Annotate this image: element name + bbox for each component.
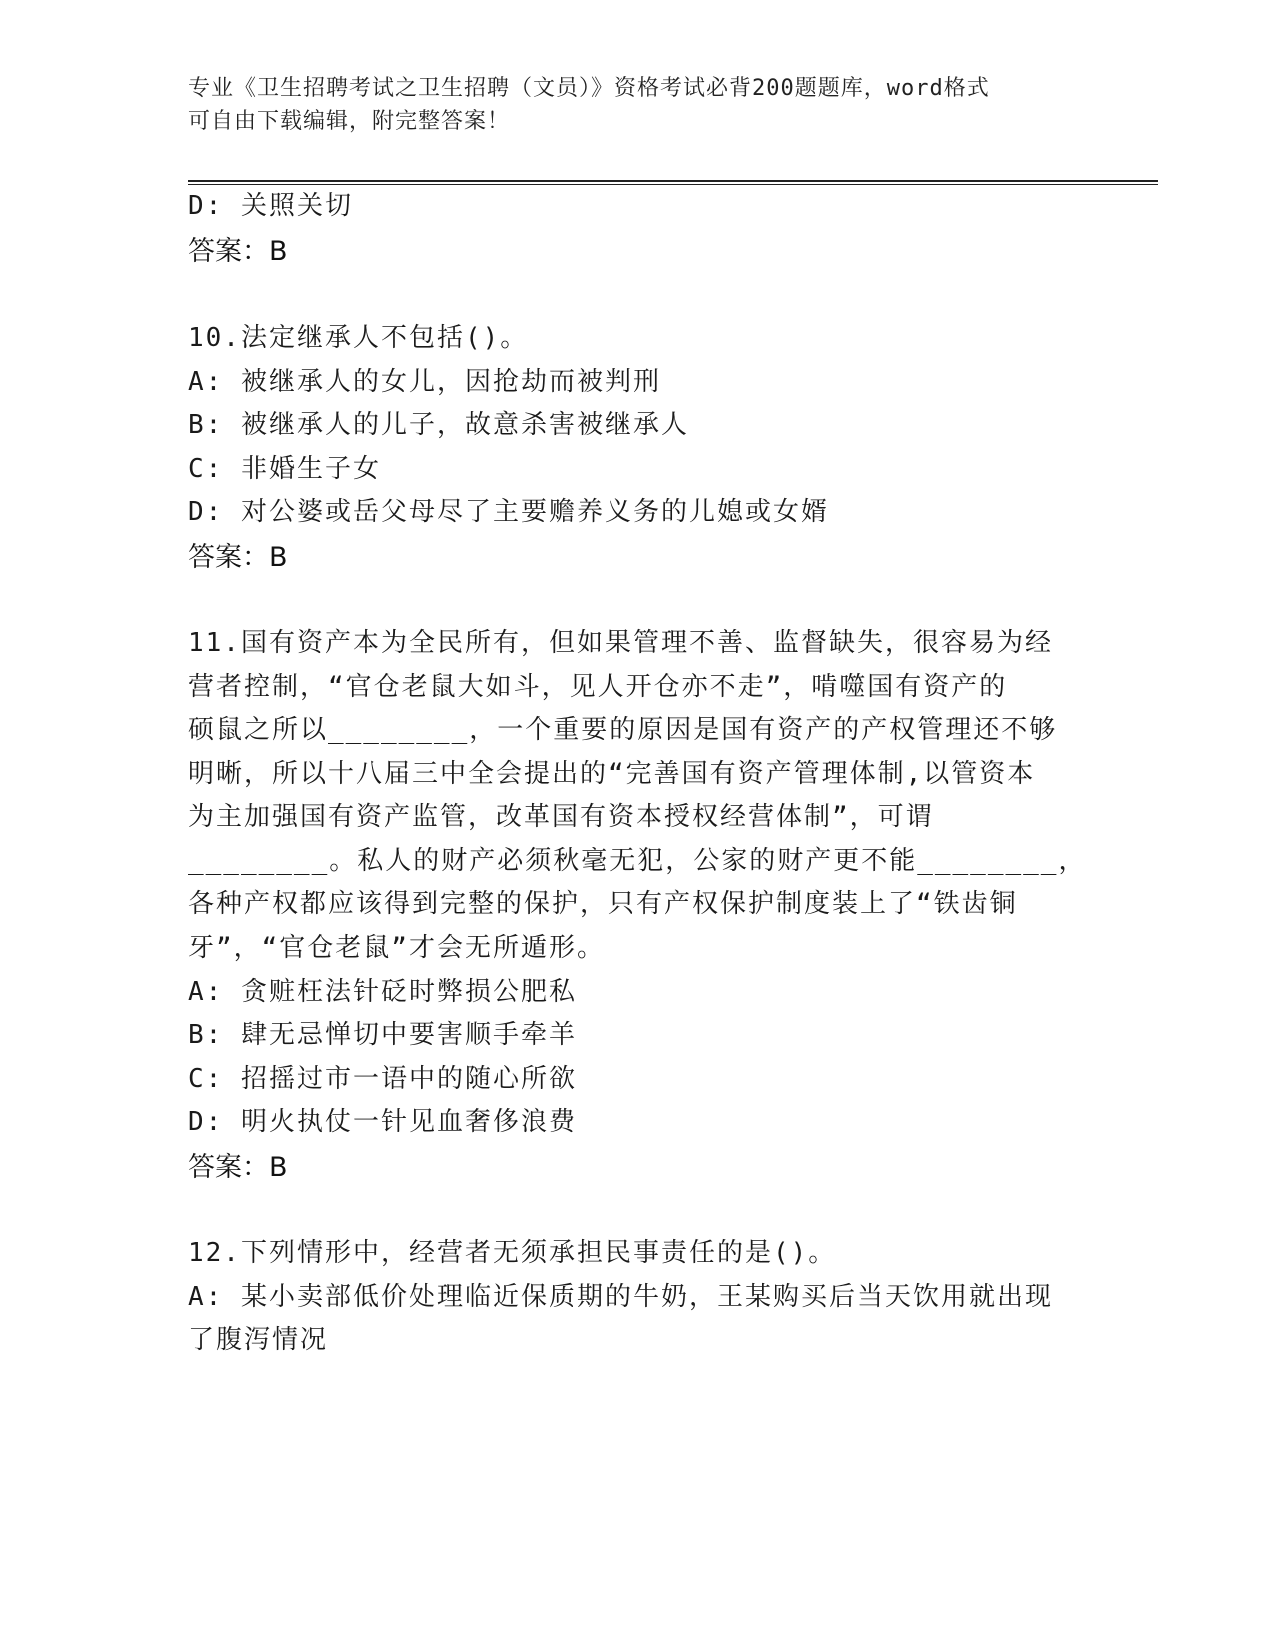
q9-option-d: D: 关照关切 — [188, 191, 353, 221]
q11-stem-line-8: 牙”，“官仓老鼠”才会无所遁形。 — [188, 933, 605, 963]
q10-answer: 答案：B — [188, 542, 288, 573]
header-line-2: 可自由下载编辑，附完整答案！ — [188, 109, 511, 134]
q11-option-d: D: 明火执仗一针见血奢侈浪费 — [188, 1107, 577, 1137]
q10-stem: 10.法定继承人不包括()。 — [188, 323, 529, 353]
q11-stem-line-3: 硕鼠之所以________，一个重要的原因是国有资产的产权管理还不够 — [188, 715, 1058, 745]
q11-stem-line-4: 明晰，所以十八届三中全会提出的“完善国有资产管理体制,以管资本 — [188, 759, 1036, 789]
q11-stem-line-7: 各种产权都应该得到完整的保护，只有产权保护制度装上了“铁齿铜 — [188, 889, 1018, 919]
header-line-1: 专业《卫生招聘考试之卫生招聘（文员）》资格考试必背200题题库，word格式 — [188, 76, 990, 101]
q12-stem: 12.下列情形中，经营者无须承担民事责任的是()。 — [188, 1238, 837, 1268]
q12-option-a-line-1: A: 某小卖部低价处理临近保质期的牛奶，王某购买后当天饮用就出现 — [188, 1282, 1053, 1312]
q12-option-a-line-2: 了腹泻情况 — [188, 1325, 329, 1355]
q11-stem-line-6: ________。私人的财产必须秋毫无犯，公家的财产更不能________， — [188, 846, 1087, 876]
q9-answer: 答案：B — [188, 236, 288, 267]
q11-stem-line-2: 营者控制，“官仓老鼠大如斗，见人开仓亦不走”，啃噬国有资产的 — [188, 672, 1008, 702]
q11-option-b: B: 肆无忌惮切中要害顺手牵羊 — [188, 1020, 577, 1050]
q11-option-c: C: 招摇过市一语中的随心所欲 — [188, 1064, 577, 1094]
q11-answer: 答案：B — [188, 1152, 288, 1183]
q11-option-a: A: 贪赃枉法针砭时弊损公肥私 — [188, 977, 577, 1007]
q10-option-b: B: 被继承人的儿子，故意杀害被继承人 — [188, 410, 689, 440]
q10-option-c: C: 非婚生子女 — [188, 454, 381, 484]
q10-option-a: A: 被继承人的女儿，因抢劫而被判刑 — [188, 367, 661, 397]
q11-stem-line-1: 11.国有资产本为全民所有，但如果管理不善、监督缺失，很容易为经 — [188, 628, 1053, 658]
q11-stem-line-5: 为主加强国有资产监管，改革国有资本授权经营体制”，可谓 — [188, 802, 934, 832]
q10-option-d: D: 对公婆或岳父母尽了主要赡养义务的儿媳或女婿 — [188, 497, 829, 527]
document-header — [188, 72, 1088, 138]
